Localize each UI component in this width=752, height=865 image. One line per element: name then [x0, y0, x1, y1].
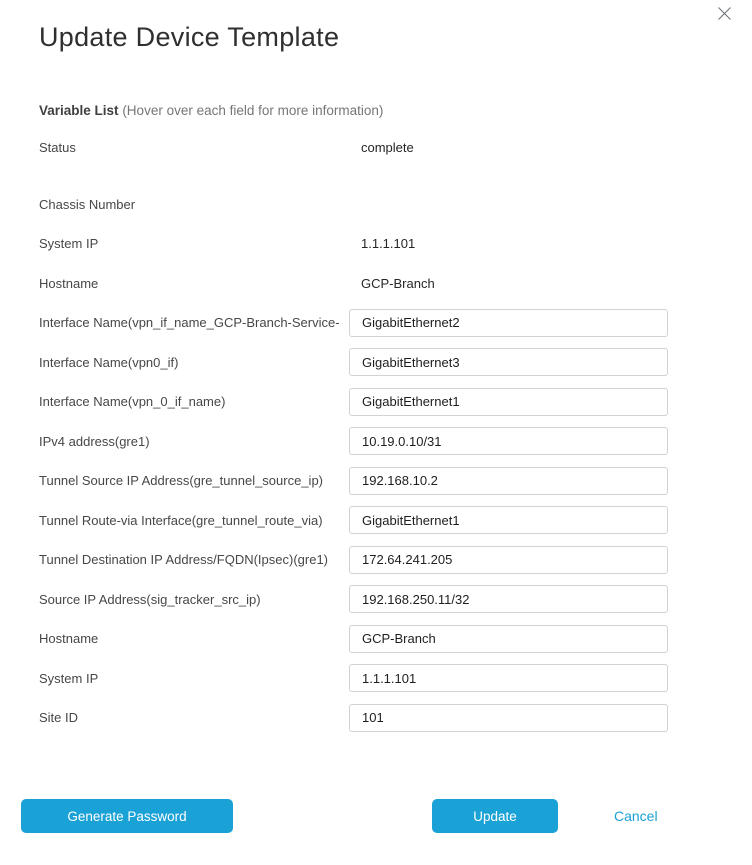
- field-label: Status: [39, 140, 76, 156]
- field-input[interactable]: [349, 388, 668, 416]
- field-input[interactable]: [349, 467, 668, 495]
- cancel-link[interactable]: Cancel: [614, 808, 658, 824]
- field-input[interactable]: [349, 348, 668, 376]
- field-value: [349, 197, 668, 212]
- field-value-cell: [349, 625, 668, 653]
- field-label: Source IP Address(sig_tracker_src_ip): [39, 591, 261, 607]
- field-label: Hostname: [39, 275, 99, 291]
- field-label: Interface Name(vpn0_if): [39, 354, 179, 370]
- field-label: Tunnel Source IP Address(gre_tunnel_source_ip): [39, 473, 324, 489]
- field-value-cell: [349, 427, 668, 455]
- variable-rows: [0, 128, 752, 738]
- variable-row: [39, 224, 752, 264]
- field-input[interactable]: [349, 585, 668, 613]
- variable-row: [39, 619, 752, 659]
- variable-row: [39, 343, 752, 383]
- field-label: Interface Name(vpn_0_if_name): [39, 394, 226, 410]
- variable-row: [39, 659, 752, 699]
- variable-row: [39, 303, 752, 343]
- field-label: Hostname: [39, 631, 99, 647]
- field-value-cell: [349, 467, 668, 495]
- variable-list-heading: Variable List: [39, 103, 119, 118]
- generate-password-button[interactable]: Generate Password: [21, 799, 233, 833]
- field-label: Tunnel Destination IP Address/FQDN(Ipsec)(gre1): [39, 552, 329, 568]
- dialog-footer: [0, 799, 752, 833]
- field-label: IPv4 address(gre1): [39, 433, 150, 449]
- field-value-cell: [349, 704, 668, 732]
- field-label: Site ID: [39, 710, 79, 726]
- field-label: Tunnel Route-via Interface(gre_tunnel_route_via): [39, 512, 323, 528]
- field-value: 1.1.1.101: [361, 236, 416, 252]
- close-icon-glyph: [717, 6, 732, 21]
- field-input[interactable]: [349, 704, 668, 732]
- field-input[interactable]: [349, 309, 668, 337]
- variable-list-header: [39, 101, 752, 120]
- field-value-cell: [349, 197, 668, 212]
- variable-row: [39, 422, 752, 462]
- variable-row: [39, 461, 752, 501]
- update-button[interactable]: Update: [432, 799, 558, 833]
- variable-row: [39, 698, 752, 738]
- close-icon[interactable]: [716, 5, 733, 22]
- field-label: Chassis Number: [39, 196, 136, 212]
- variable-row: [39, 540, 752, 580]
- field-value-cell: [349, 585, 668, 613]
- field-input[interactable]: [349, 546, 668, 574]
- variable-row: [39, 264, 752, 304]
- field-value-cell: [349, 664, 668, 692]
- variable-row: [39, 185, 752, 225]
- field-value: complete: [361, 140, 414, 156]
- field-input[interactable]: [349, 664, 668, 692]
- variable-row: [39, 580, 752, 620]
- field-value-cell: [349, 276, 668, 291]
- field-input[interactable]: [349, 506, 668, 534]
- field-value-cell: [349, 348, 668, 376]
- field-input[interactable]: [349, 427, 668, 455]
- field-input[interactable]: [349, 625, 668, 653]
- field-value-cell: [349, 236, 668, 251]
- variable-row: [39, 128, 752, 168]
- field-value-cell: [349, 140, 668, 155]
- field-value-cell: [349, 309, 668, 337]
- variable-row: [39, 382, 752, 422]
- field-value-cell: [349, 546, 668, 574]
- page-title: Update Device Template: [39, 22, 340, 52]
- field-value-cell: [349, 506, 668, 534]
- field-label: Interface Name(vpn_if_name_GCP-Branch-Service-: [39, 315, 340, 331]
- variable-list-hint: (Hover over each field for more information): [122, 103, 384, 118]
- variable-row: [39, 501, 752, 541]
- field-label: System IP: [39, 236, 99, 252]
- field-label: System IP: [39, 670, 99, 686]
- field-value-cell: [349, 388, 668, 416]
- field-value: GCP-Branch: [361, 275, 435, 291]
